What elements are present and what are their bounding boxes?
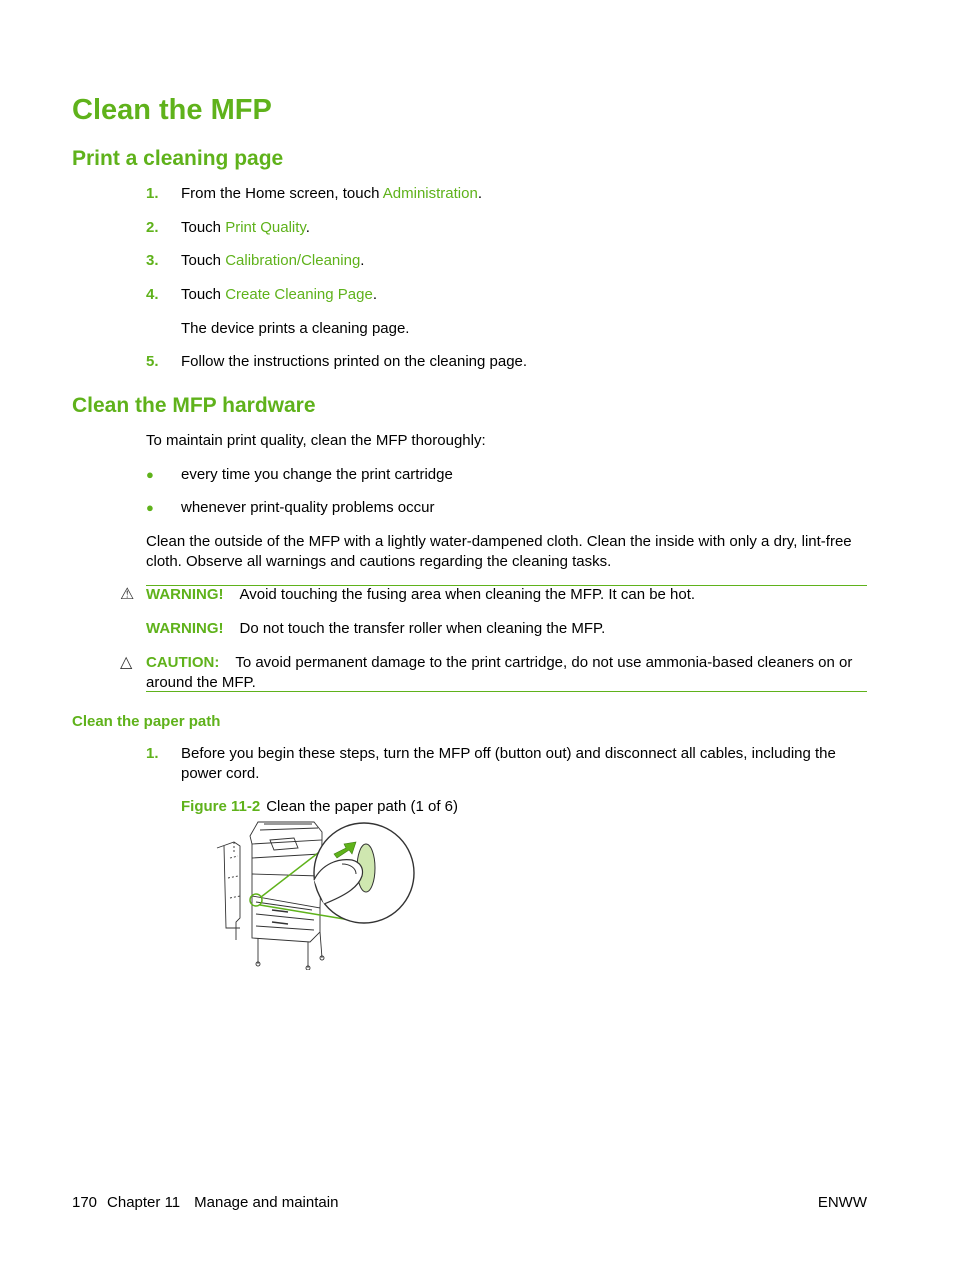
- caution-triangle-icon: △: [120, 654, 133, 671]
- step-number: 4.: [146, 286, 159, 303]
- warning-text: Avoid touching the fusing area when cleaning the MFP. It can be hot.: [239, 586, 696, 603]
- step-text-pre: Touch: [181, 219, 226, 236]
- step-number: 2.: [146, 219, 159, 236]
- bullet-dot-icon: ●: [146, 467, 154, 482]
- warning-label: WARNING!: [146, 620, 224, 637]
- warning-note: [146, 619, 605, 639]
- chapter-label: Chapter 11: [107, 1194, 181, 1211]
- list-item: whenever print-quality problems occur: [181, 499, 435, 516]
- page-number: 170: [72, 1194, 98, 1211]
- warning-label: WARNING!: [146, 586, 224, 603]
- footer-right: ENWW: [817, 1194, 867, 1211]
- bullet-dot-icon: ●: [146, 500, 154, 515]
- step-number: 3.: [146, 252, 159, 269]
- step-text: [181, 285, 377, 305]
- figure-label: Figure 11-2: [181, 798, 261, 815]
- step-text: Follow the instructions printed on the cleaning page.: [181, 353, 528, 370]
- step-text: [181, 184, 482, 204]
- section-heading-clean-mfp-hardware: Clean the MFP hardware: [72, 394, 316, 417]
- footer-left: [72, 1193, 338, 1213]
- step-text: [181, 218, 310, 238]
- caution-note: [146, 653, 868, 693]
- figure-caption-text: Clean the paper path (1 of 6): [266, 798, 458, 815]
- warning-note: [146, 585, 695, 605]
- step-text: Before you begin these steps, turn the MFP off (button out) and disconnect all cables, including the power cord.: [181, 745, 836, 782]
- mfp-illustration: [212, 818, 418, 970]
- figure-caption: [181, 797, 458, 817]
- section-heading-print-cleaning-page: Print a cleaning page: [72, 147, 284, 170]
- step-text-post: .: [477, 185, 482, 202]
- caution-label: CAUTION:: [146, 654, 220, 671]
- step-text-post: .: [372, 286, 377, 303]
- divider: [146, 691, 867, 692]
- step-text-post: .: [360, 252, 365, 269]
- link-create-cleaning-page[interactable]: Create Cleaning Page: [225, 286, 373, 303]
- link-calibration-cleaning[interactable]: Calibration/Cleaning: [225, 252, 361, 269]
- warning-text: Do not touch the transfer roller when cleaning the MFP.: [239, 620, 606, 637]
- step-number: 5.: [146, 353, 159, 370]
- list-item: every time you change the print cartridge: [181, 466, 453, 483]
- link-print-quality[interactable]: Print Quality: [225, 219, 306, 236]
- step-text-pre: From the Home screen, touch: [181, 185, 383, 202]
- subsection-heading-clean-paper-path: Clean the paper path: [72, 713, 221, 730]
- step-text-post: .: [305, 219, 310, 236]
- step-number: 1.: [146, 745, 159, 762]
- chapter-title: Manage and maintain: [194, 1194, 339, 1211]
- page-title: Clean the MFP: [72, 94, 272, 126]
- step-number: 1.: [146, 185, 159, 202]
- cleaning-paragraph: Clean the outside of the MFP with a lightly water-dampened cloth. Clean the inside with only a dry, lint-free cloth. Observe all warnings and cautions regarding the cleaning tasks.: [146, 533, 852, 570]
- step-text: [181, 251, 364, 271]
- step-note: The device prints a cleaning page.: [181, 320, 410, 337]
- step-text-pre: Touch: [181, 252, 226, 269]
- caution-text: To avoid permanent damage to the print cartridge, do not use ammonia-based cleaners on or around the MFP.: [146, 654, 853, 691]
- link-administration[interactable]: Administration: [382, 185, 478, 202]
- intro-text: To maintain print quality, clean the MFP thoroughly:: [146, 432, 486, 449]
- warning-triangle-icon: ⚠: [120, 586, 135, 603]
- step-text-pre: Touch: [181, 286, 226, 303]
